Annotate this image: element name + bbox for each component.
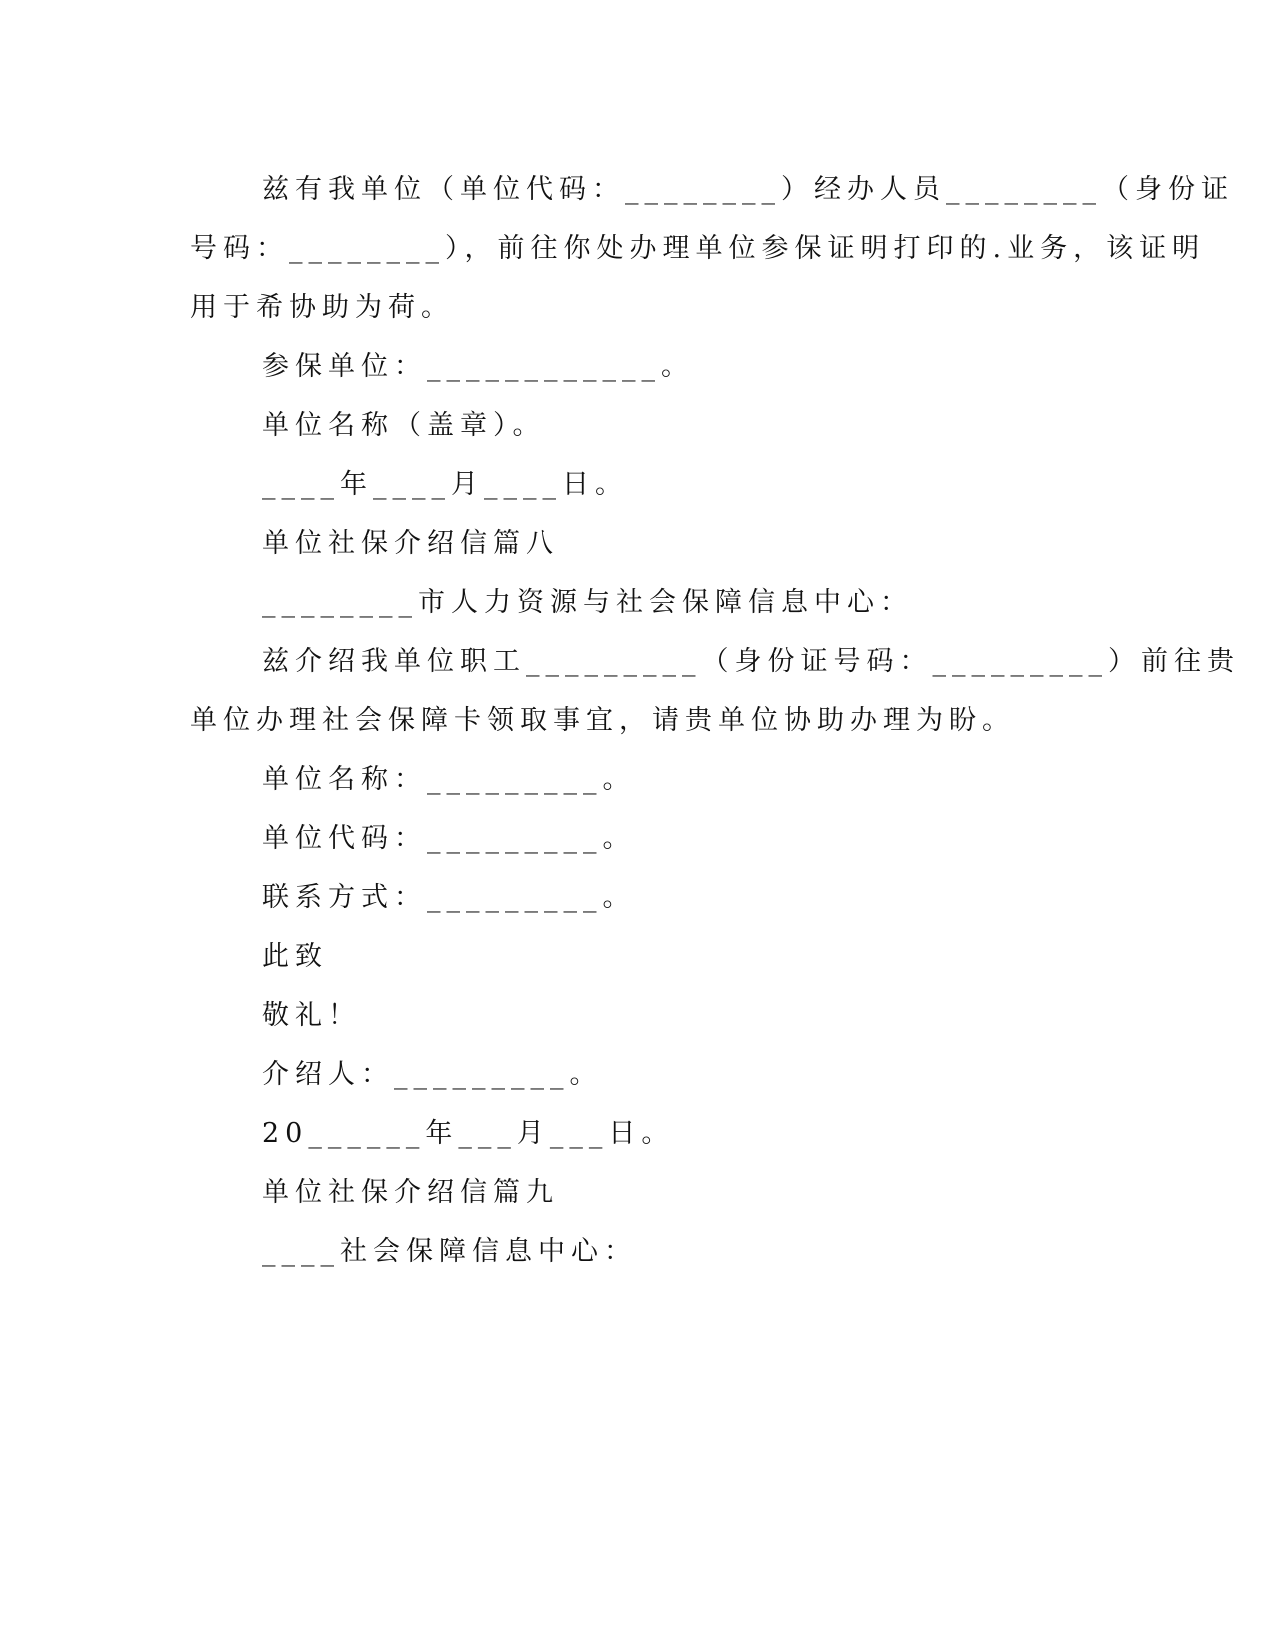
- unit-name-line: 单位名称：_________。: [262, 764, 636, 795]
- insured-unit-line: 参保单位：____________。: [262, 351, 694, 382]
- paragraph-line-3: 用于希协助为荷。: [190, 292, 454, 323]
- section-heading-9: 单位社保介绍信篇九: [262, 1177, 559, 1208]
- closing-line-2: 敬礼！: [262, 1000, 361, 1031]
- contact-line: 联系方式：_________。: [262, 882, 636, 913]
- unit-code-line: 单位代码：_________。: [262, 823, 636, 854]
- introducer-line: 介绍人：_________。: [262, 1059, 603, 1090]
- paragraph-line-4: 兹介绍我单位职工_________（身份证号码：_________）前往贵: [262, 646, 1240, 677]
- closing-line-1: 此致: [262, 941, 328, 972]
- paragraph-line-2: 号码：________），前往你处办理单位参保证明打印的.业务，该证明: [190, 233, 1206, 264]
- salutation-line-1: ________市人力资源与社会保障信息中心：: [262, 587, 913, 618]
- date-line-1: ____年____月____日。: [262, 469, 628, 500]
- paragraph-line-5: 单位办理社会保障卡领取事宜，请贵单位协助办理为盼。: [190, 705, 1015, 736]
- unit-name-seal-line: 单位名称（盖章）。: [262, 410, 546, 441]
- section-heading-8: 单位社保介绍信篇八: [262, 528, 559, 559]
- paragraph-line-1: 兹有我单位（单位代码：________）经办人员________（身份证: [262, 174, 1234, 205]
- date-line-2: 20______年___月___日。: [262, 1118, 675, 1149]
- salutation-line-2: ____社会保障信息中心：: [262, 1236, 637, 1267]
